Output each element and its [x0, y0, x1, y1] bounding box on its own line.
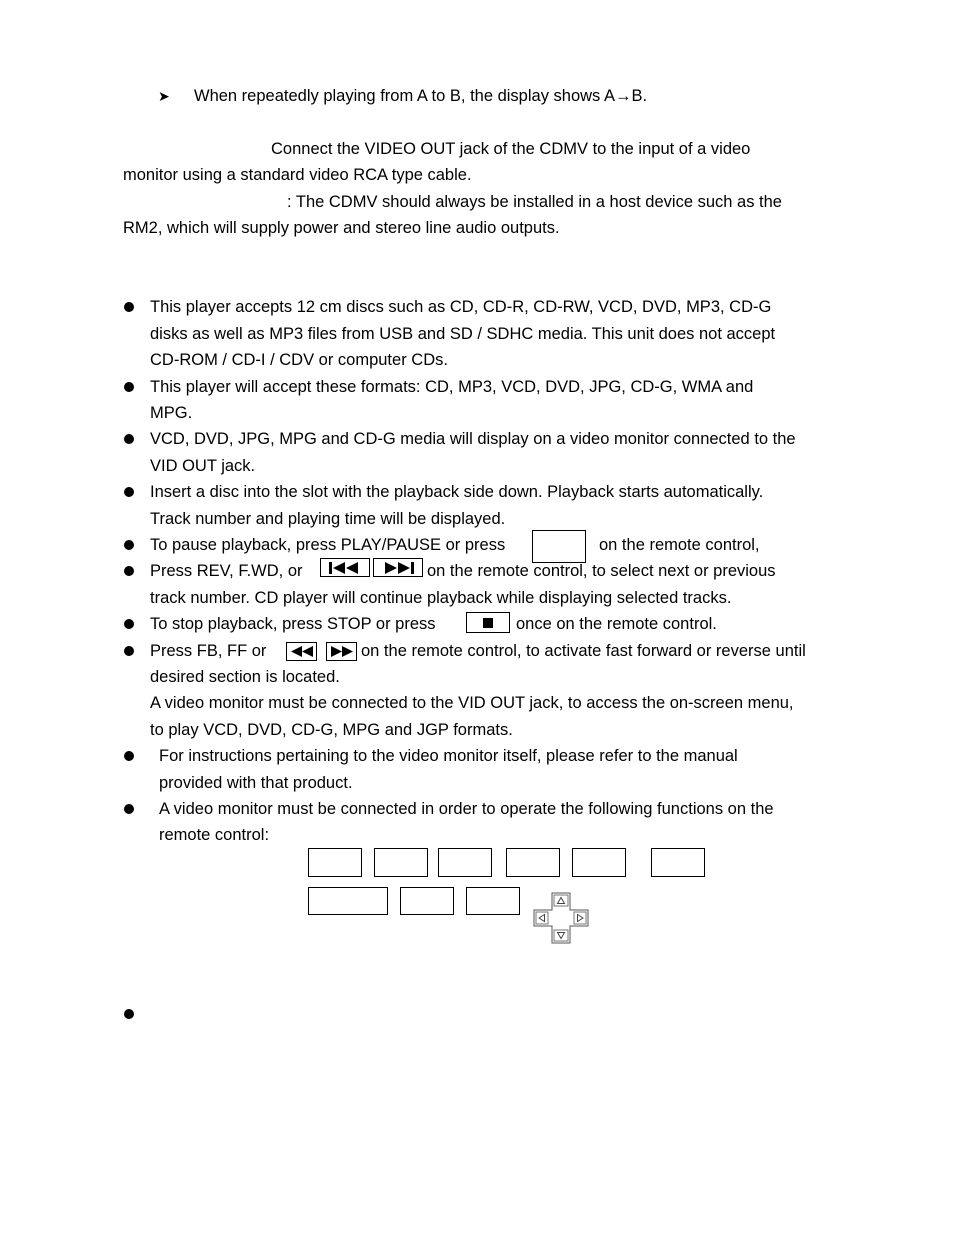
bullet-dot [124, 382, 134, 392]
skip-next-key [373, 558, 423, 577]
arrow-bullet-icon: ➤ [158, 88, 170, 104]
bullet-dot [124, 487, 134, 497]
remote-key [506, 848, 560, 877]
bullet-3-line-2: VID OUT jack. [150, 457, 256, 475]
bullet-1-line-3: CD-ROM / CD-I / CDV or computer CDs. [150, 351, 448, 369]
video-out-line-1: Connect the VIDEO OUT jack of the CDMV to the input of a video [271, 140, 751, 158]
video-out-line-2: monitor using a standard video RCA type cable. [123, 166, 472, 184]
track-text-after: on the remote control, to select next or previous [427, 562, 776, 580]
stop-key [466, 612, 510, 633]
host-note-line-1: : The CDMV should always be installed in a host device such as the [287, 193, 782, 211]
play-pause-key [532, 530, 586, 563]
bullet-1-line-2: disks as well as MP3 files from USB and SD / SDHC media. This unit does not accept [150, 325, 776, 343]
bullet-dot [124, 1009, 134, 1019]
bullet-dot [124, 302, 134, 312]
bullet-3-line-1: VCD, DVD, JPG, MPG and CD-G media will display on a video monitor connected to the [150, 430, 796, 448]
bullet-dot [124, 751, 134, 761]
monitor-bullet-2-line-1: A video monitor must be connected in order to operate the following functions on the [159, 800, 774, 818]
bullet-2-line-2: MPG. [150, 404, 193, 422]
fast-text-line-4: to play VCD, DVD, CD-G, MPG and JGP formats. [150, 721, 513, 739]
remote-key [651, 848, 705, 877]
skip-next-icon [378, 561, 418, 575]
track-text: Press REV, F.WD, or [150, 562, 303, 580]
bullet-dot [124, 566, 134, 576]
host-note-line-2: RM2, which will supply power and stereo line audio outputs. [123, 219, 560, 237]
ab-repeat-note: When repeatedly playing from A to B, the display shows A→B. [194, 87, 648, 105]
pause-text: To pause playback, press PLAY/PAUSE or press [150, 536, 506, 554]
track-text-line-2: track number. CD player will continue playback while displaying selected tracks. [150, 589, 732, 607]
bullet-dot [124, 804, 134, 814]
remote-key [374, 848, 428, 877]
skip-previous-icon [325, 561, 365, 575]
remote-key [308, 887, 388, 915]
remote-key [572, 848, 626, 877]
bullet-4-line-1: Insert a disc into the slot with the playback side down. Playback starts automatically. [150, 483, 764, 501]
stop-icon [482, 617, 494, 629]
bullet-dot [124, 540, 134, 550]
fast-text-line-3: A video monitor must be connected to the VID OUT jack, to access the on-screen menu, [150, 694, 794, 712]
stop-text-after: once on the remote control. [516, 615, 717, 633]
skip-previous-key [320, 558, 370, 577]
rewind-key [286, 642, 317, 661]
monitor-bullet-1-line-2: provided with that product. [159, 774, 353, 792]
remote-key [400, 887, 454, 915]
monitor-bullet-2-line-2: remote control: [159, 826, 270, 844]
fast-text-after: on the remote control, to activate fast forward or reverse until [361, 642, 806, 660]
bullet-4-line-2: Track number and playing time will be displayed. [150, 510, 506, 528]
pause-text-after: on the remote control, [599, 536, 760, 554]
direction-pad-icon [532, 891, 590, 945]
fast-text: Press FB, FF or [150, 642, 267, 660]
bullet-dot [124, 619, 134, 629]
monitor-bullet-1-line-1: For instructions pertaining to the video monitor itself, please refer to the manual [159, 747, 738, 765]
fast-forward-icon [329, 645, 355, 658]
rewind-icon [289, 645, 315, 658]
bullet-1-line-1: This player accepts 12 cm discs such as CD, CD-R, CD-RW, VCD, DVD, MP3, CD-G [150, 298, 772, 316]
stop-text: To stop playback, press STOP or press [150, 615, 436, 633]
bullet-dot [124, 434, 134, 444]
remote-key [466, 887, 520, 915]
bullet-dot [124, 646, 134, 656]
bullet-2-line-1: This player will accept these formats: CD, MP3, VCD, DVD, JPG, CD-G, WMA and [150, 378, 754, 396]
remote-key [308, 848, 362, 877]
fast-forward-key [326, 642, 357, 661]
remote-key [438, 848, 492, 877]
fast-text-line-2: desired section is located. [150, 668, 340, 686]
